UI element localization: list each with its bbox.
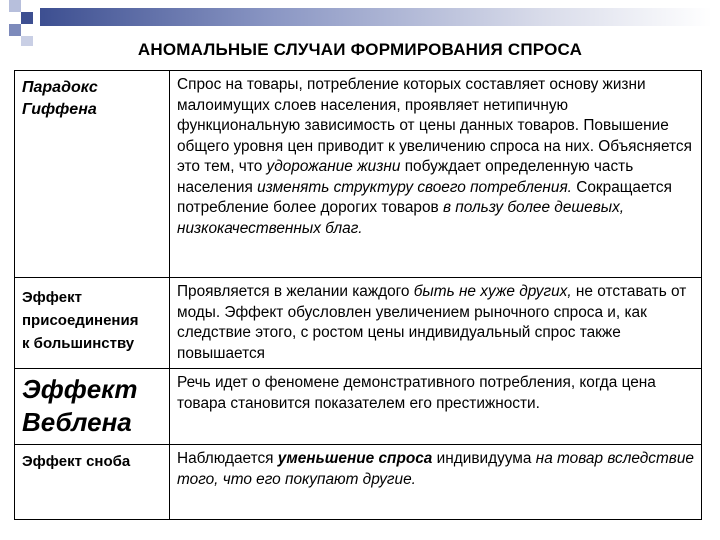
decor-square [9,0,21,12]
description-text: изменять структуру своего потребления. [257,178,572,196]
term-cell [15,369,170,445]
table-row [15,278,702,369]
description-text: в пользу более дешевых, низкокачественных благ. [177,199,625,237]
description-text: быть не хуже других, [413,283,572,300]
table-row [15,445,702,520]
description-text: на товар вследствие того, что его покупают другие. [177,450,694,488]
description-text: Спрос на товары, потребление которых составляет основу жизни малоимущих слоев населения, проявляет нетипичную функциональную зависимость от цены данных товаров. Повышение общего уровня цен приводит к увеличению спроса на них. Объясняется это тем, что [177,76,692,175]
description-text: удорожание жизни [266,158,401,175]
term-line: Эффект [22,289,82,306]
decor-square [9,24,21,36]
description-text: побуждает определенную часть населения [177,158,634,196]
page-title: АНОМАЛЬНЫЕ СЛУЧАИ ФОРМИРОВАНИЯ СПРОСА [137,40,583,59]
description-cell [170,369,702,445]
term-cell [15,278,170,369]
description-text: Сокращается потребление более дорогих товаров [177,178,672,216]
description-text: Наблюдается [177,450,278,467]
description-text: Речь идет о феномене демонстративного потребления, когда цена товара становится показателем его престижности. [177,374,656,412]
term-line: Веблена [22,407,132,437]
term-cell [15,445,170,520]
term-cell [15,71,170,278]
description-text: индивидуума [432,450,536,467]
term-line: Эффект сноба [22,453,131,470]
anomalies-table [14,70,702,520]
description-text: уменьшение спроса [277,450,433,467]
term-line: к большинству [22,335,135,352]
term-line: Эффект [22,374,138,404]
table-row [15,369,702,445]
decor-gradient-bar [40,8,712,26]
description-cell [170,445,702,520]
description-text: не отставать от моды. Эффект обусловлен увеличением рыночного спроса и, как следствие этого, с ростом цены индивидуальный спрос также повышается [177,283,687,362]
term-line: присоединения [22,312,139,329]
description-cell [170,71,702,278]
table-row [15,71,702,278]
term-line: Парадокс [22,79,98,96]
description-cell [170,278,702,369]
term-line: Гиффена [22,101,97,118]
description-text: Проявляется в желании каждого [177,283,414,300]
decor-square [21,12,33,24]
